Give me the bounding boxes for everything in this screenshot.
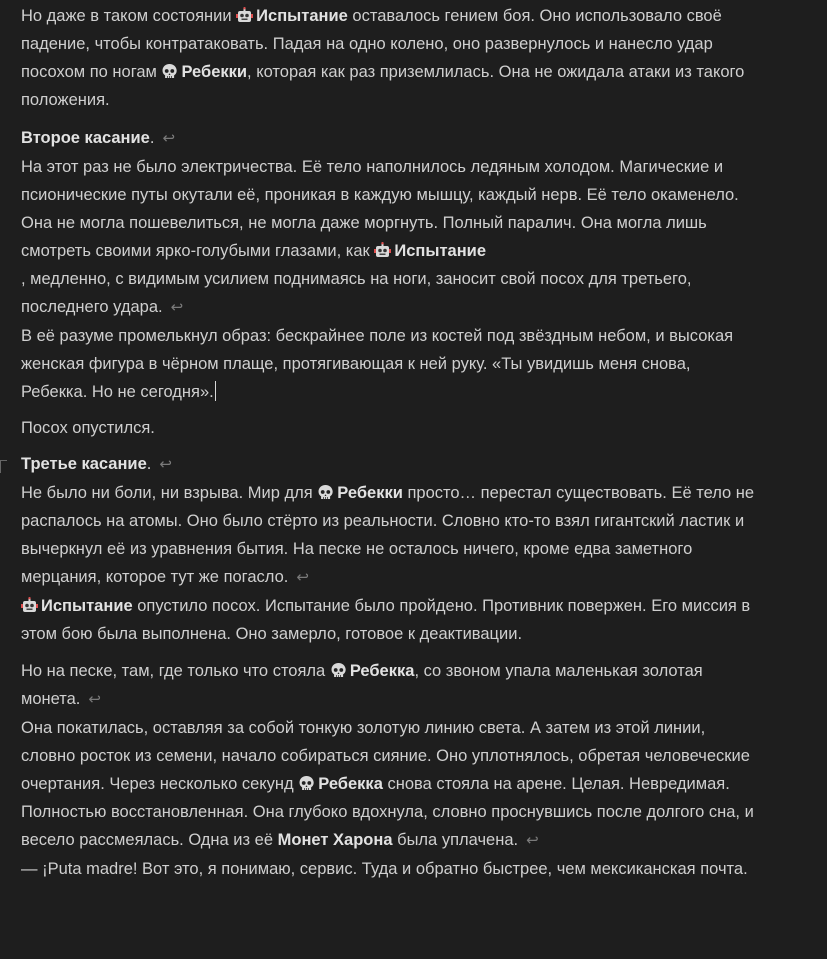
skull-icon	[298, 775, 315, 792]
return-icon: ↩	[88, 691, 101, 708]
paragraph-3: В её разуме промелькнул образ: бескрайнее поле из костей под звёздным небом, и высокая женская фигура в чёрном плаще, протягивающая к ней руку. «Ты увидишь меня снова, Ребекка. Но не сегодня».	[21, 327, 734, 401]
block-handle-icon[interactable]	[0, 460, 7, 473]
paragraph-5: Не было ни боли, ни взрыва. Мир для Ребекки просто… перестал существовать. Её тело не распалось на атомы. Оно было стёрто из реальности. Словно кто-то взял гигантский ластик и вычеркнул её из уравнения бытия. На песке не осталось ничего, кроме едва заметного мерцания, которое тут же погасло. ↩	[21, 484, 755, 586]
name-ispytanie: Испытание	[41, 597, 133, 615]
robot-icon	[236, 7, 253, 24]
section-heading-third-touch: Третье касание. ↩	[21, 455, 172, 473]
charon-coins: Монет Харона	[277, 831, 393, 849]
return-icon: ↩	[159, 456, 172, 473]
document-body[interactable]	[21, 2, 761, 883]
name-ispytanie: Испытание	[256, 7, 348, 25]
return-icon: ↩	[296, 569, 309, 586]
name-rebekka: Ребекка	[318, 775, 383, 793]
return-icon: ↩	[526, 832, 539, 849]
paragraph-8: Она покатилась, оставляя за собой тонкую золотую линию света. А затем из этой линии, словно росток из семени, начало собираться сияние. Оно уплотнялось, обретая человеческие очертания. Через несколько секунд Ребекка снова стояла на арене. Целая. Невредимая. Полностью восстановленная. Она глубоко вдохнула, словно проснувшись после долгого сна, и весело рассмеялась. Одна из её Монет Харона была уплачена. ↩	[21, 719, 754, 849]
skull-icon	[317, 484, 334, 501]
paragraph-9: — ¡Puta madre! Вот это, я понимаю, сервис. Туда и обратно быстрее, чем мексиканская почта.	[21, 860, 748, 878]
name-rebekka: Ребекка	[349, 662, 415, 680]
paragraph-4: Посох опустился.	[21, 419, 155, 437]
section-heading-second-touch: Второе касание. ↩	[21, 129, 176, 147]
paragraph-1: Но даже в таком состоянии Испытание оставалось гением боя. Оно использовало своё падение, чтобы контратаковать. Падая на одно колено, оно развернулось и нанесло удар посохом по ногам Ребекки, которая как раз приземлилась. Она не ожидала атаки из такого положения.	[21, 7, 745, 109]
name-rebekki: Ребекки	[181, 63, 248, 81]
return-icon: ↩	[170, 299, 184, 316]
robot-icon	[21, 597, 38, 614]
text-cursor	[215, 381, 216, 401]
paragraph-6: Испытание опустило посох. Испытание было пройдено. Противник повержен. Его миссия в этом бою была выполнена. Оно замерло, готовое к деактивации.	[21, 597, 751, 643]
skull-icon	[161, 63, 178, 80]
return-icon: ↩	[162, 130, 176, 147]
paragraph-2: На этот раз не было электричества. Её тело наполнилось ледяным холодом. Магические и псионические путы окутали её, проникая в каждую мышцу, каждый нерв. Её тело окаменело. Она не могла пошевелиться, не могла даже моргнуть. Полный паралич. Она могла лишь смотреть своими ярко-голубыми глазами, как Испытание , медленно, с видимым усилием поднимаясь на ноги, заносит свой посох для третьего, последнего удара. ↩	[21, 158, 739, 316]
paragraph-7: Но на песке, там, где только что стояла Ребекка, со звоном упала маленькая золотая монета. ↩	[21, 662, 703, 708]
skull-icon	[330, 662, 347, 679]
name-ispytanie: Испытание	[394, 242, 486, 260]
name-rebekki: Ребекки	[337, 484, 403, 502]
robot-icon	[374, 242, 391, 259]
